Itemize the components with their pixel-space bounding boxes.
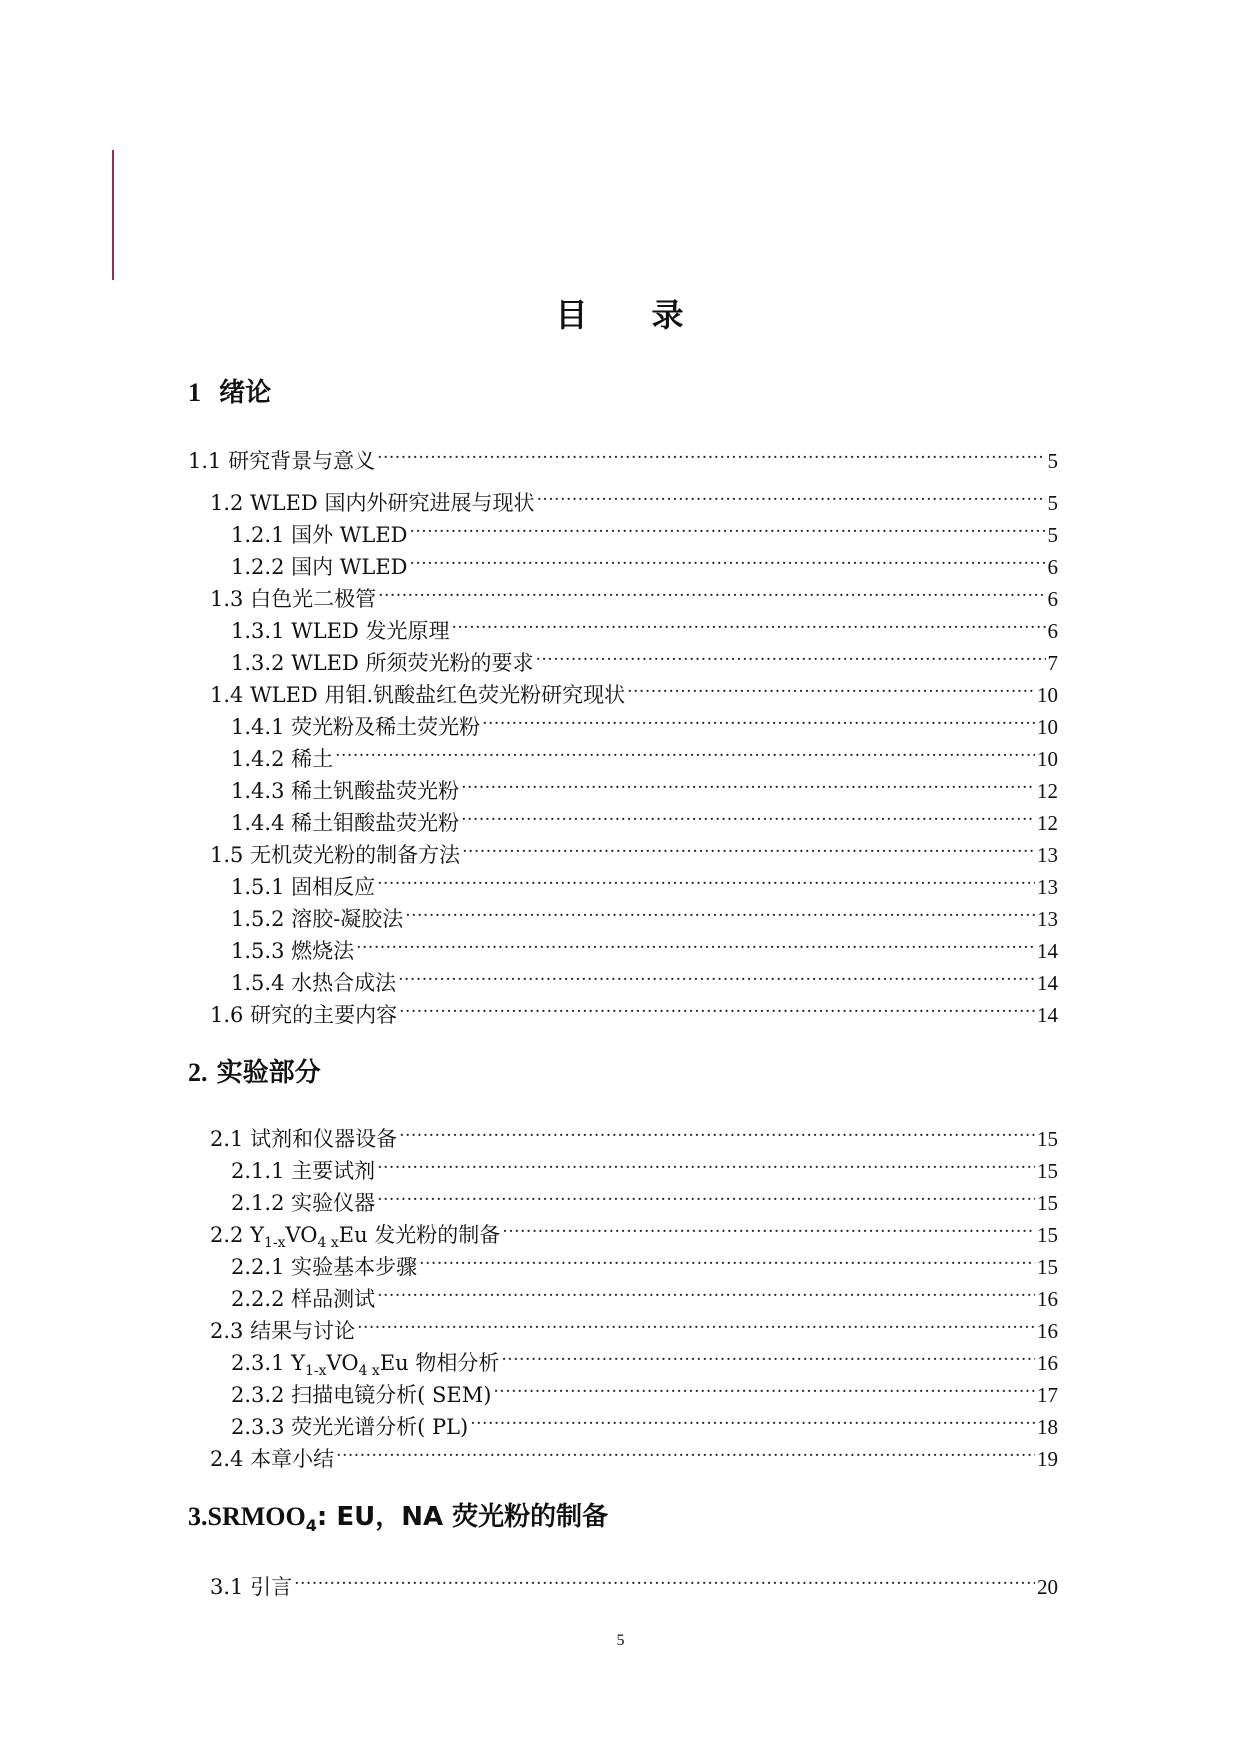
toc-entry[interactable] (210, 1116, 1058, 1151)
entry-label: 2.1 试剂和仪器设备 (210, 1127, 398, 1151)
footer-page-number: 5 (616, 1632, 625, 1649)
toc-entry[interactable] (210, 1212, 1058, 1252)
toc-entry[interactable] (231, 1276, 1058, 1311)
entry-page: 12 (1037, 811, 1058, 835)
toc-entry[interactable] (231, 1404, 1058, 1439)
entry-label: 1.3 白色光二极管 (210, 587, 377, 611)
entry-label: 1.5.2 溶胶-凝胶法 (231, 907, 404, 931)
chapter-2-heading[interactable] (188, 1052, 321, 1089)
entry-page: 7 (1047, 651, 1058, 675)
toc-title-char-1: 目 (555, 296, 590, 334)
entry-page: 14 (1037, 1003, 1058, 1027)
entry-page: 15 (1037, 1223, 1058, 1247)
toc-entry[interactable] (188, 438, 1058, 473)
entry-label: 1.5.1 固相反应 (231, 875, 376, 899)
entry-label: 2.3.2 扫描电镜分析( SEM) (231, 1383, 492, 1407)
entry-page: 18 (1037, 1415, 1058, 1439)
entry-page: 14 (1037, 939, 1058, 963)
entry-label: 1.3.2 WLED 所须荧光粉的要求 (231, 651, 534, 675)
toc-entry[interactable] (210, 480, 1058, 515)
entry-label: 1.5.3 燃烧法 (231, 939, 355, 963)
entry-label: 2.3 结果与讨论 (210, 1319, 356, 1343)
toc-entry[interactable] (210, 576, 1058, 611)
toc-entry[interactable] (231, 1148, 1058, 1183)
toc-entry[interactable] (231, 608, 1058, 643)
toc-entry[interactable] (231, 896, 1058, 931)
toc-title-char-2: 录 (651, 296, 686, 334)
entry-label: 1.4.4 稀土钼酸盐荧光粉 (231, 811, 460, 835)
entry-label: 1.3.1 WLED 发光原理 (231, 619, 450, 643)
toc-entry[interactable] (210, 832, 1058, 867)
entry-page: 6 (1047, 619, 1058, 643)
entry-page: 15 (1037, 1159, 1058, 1183)
entry-page: 5 (1047, 449, 1058, 473)
toc-entry[interactable] (231, 736, 1058, 771)
chapter-title: 实验部分 (216, 1058, 321, 1088)
chapter-title-suffix: : EU，NA 荧光粉的制备 (316, 1502, 609, 1532)
entry-label: 1.4.1 荧光粉及稀土荧光粉 (231, 715, 481, 739)
entry-label: 2.3.1 $Y_{1-x}VO_{4 x}Eu$ 物相分析 (231, 1351, 500, 1380)
entry-page: 6 (1047, 555, 1058, 579)
entry-label: 1.5.4 水热合成法 (231, 971, 397, 995)
entry-page: 19 (1037, 1447, 1058, 1471)
entry-label: 2.4 本章小结 (210, 1447, 335, 1471)
entry-label: 2.2.2 样品测试 (231, 1287, 376, 1311)
chapter-title: 绪论 (219, 378, 272, 408)
entry-label: 3.1 引言 (210, 1575, 293, 1599)
toc-entry[interactable] (210, 1308, 1058, 1343)
entry-label: 2.1.1 主要试剂 (231, 1159, 376, 1183)
toc-entry[interactable] (231, 1180, 1058, 1215)
entry-page: 13 (1037, 875, 1058, 899)
entry-label: 2.3.3 荧光光谱分析( PL) (231, 1415, 469, 1439)
chapter-title: 3.SRMOO (188, 1502, 306, 1531)
entry-page: 5 (1047, 491, 1058, 515)
toc-entry[interactable] (231, 928, 1058, 963)
entry-page: 10 (1037, 715, 1058, 739)
entry-page: 12 (1037, 779, 1058, 803)
entry-label: 1.5 无机荧光粉的制备方法 (210, 843, 461, 867)
entry-page: 14 (1037, 971, 1058, 995)
entry-label: 1.4.2 稀土 (231, 747, 334, 771)
entry-label: 1.6 研究的主要内容 (210, 1003, 398, 1027)
toc-entry[interactable] (231, 800, 1058, 835)
chapter-3-heading[interactable] (188, 1496, 608, 1535)
toc-entry[interactable] (231, 768, 1058, 803)
toc-entry[interactable] (210, 1436, 1058, 1471)
entry-label: 2.1.2 实验仪器 (231, 1191, 376, 1215)
toc-entry[interactable] (210, 992, 1058, 1027)
toc-entry[interactable] (231, 640, 1058, 675)
entry-label: 1.2 WLED 国内外研究进展与现状 (210, 491, 535, 515)
entry-page: 16 (1037, 1287, 1058, 1311)
toc-entry[interactable] (231, 1244, 1058, 1279)
toc-entry[interactable] (231, 960, 1058, 995)
toc-entry[interactable] (231, 1340, 1058, 1380)
toc-entry[interactable] (231, 512, 1058, 547)
entry-page: 17 (1037, 1383, 1058, 1407)
toc-entry[interactable] (231, 1372, 1058, 1407)
entry-page: 13 (1037, 843, 1058, 867)
entry-page: 20 (1037, 1575, 1058, 1599)
entry-page: 5 (1047, 523, 1058, 547)
chapter-title-subscript: 4 (305, 1516, 317, 1536)
margin-rule (112, 150, 114, 280)
toc-entry[interactable] (231, 864, 1058, 899)
toc-title (0, 290, 1241, 336)
entry-label: 1.4 WLED 用钼.钒酸盐红色荧光粉研究现状 (210, 683, 626, 707)
toc-entry[interactable] (210, 672, 1058, 707)
entry-label: 2.2 $Y_{1-x}VO_{4 x}Eu$ 发光粉的制备 (210, 1223, 501, 1252)
chapter-number: 1 (188, 378, 201, 407)
entry-page: 15 (1037, 1255, 1058, 1279)
entry-label: 1.4.3 稀土钒酸盐荧光粉 (231, 779, 460, 803)
entry-page: 13 (1037, 907, 1058, 931)
chapter-1-heading[interactable] (188, 372, 271, 409)
entry-label: 1.2.2 国内 WLED (231, 555, 408, 579)
entry-page: 16 (1037, 1351, 1058, 1375)
entry-label: 2.2.1 实验基本步骤 (231, 1255, 418, 1279)
entry-label: 1.1 研究背景与意义 (188, 449, 376, 473)
entry-page: 10 (1037, 683, 1058, 707)
entry-label: 1.2.1 国外 WLED (231, 523, 408, 547)
chapter-number: 2. (188, 1058, 208, 1087)
entry-page: 15 (1037, 1191, 1058, 1215)
toc-entry[interactable] (231, 544, 1058, 579)
entry-page: 6 (1047, 587, 1058, 611)
entry-page: 15 (1037, 1127, 1058, 1151)
entry-page: 10 (1037, 747, 1058, 771)
toc-entry[interactable] (231, 704, 1058, 739)
toc-entry[interactable] (210, 1564, 1058, 1599)
entry-page: 16 (1037, 1319, 1058, 1343)
